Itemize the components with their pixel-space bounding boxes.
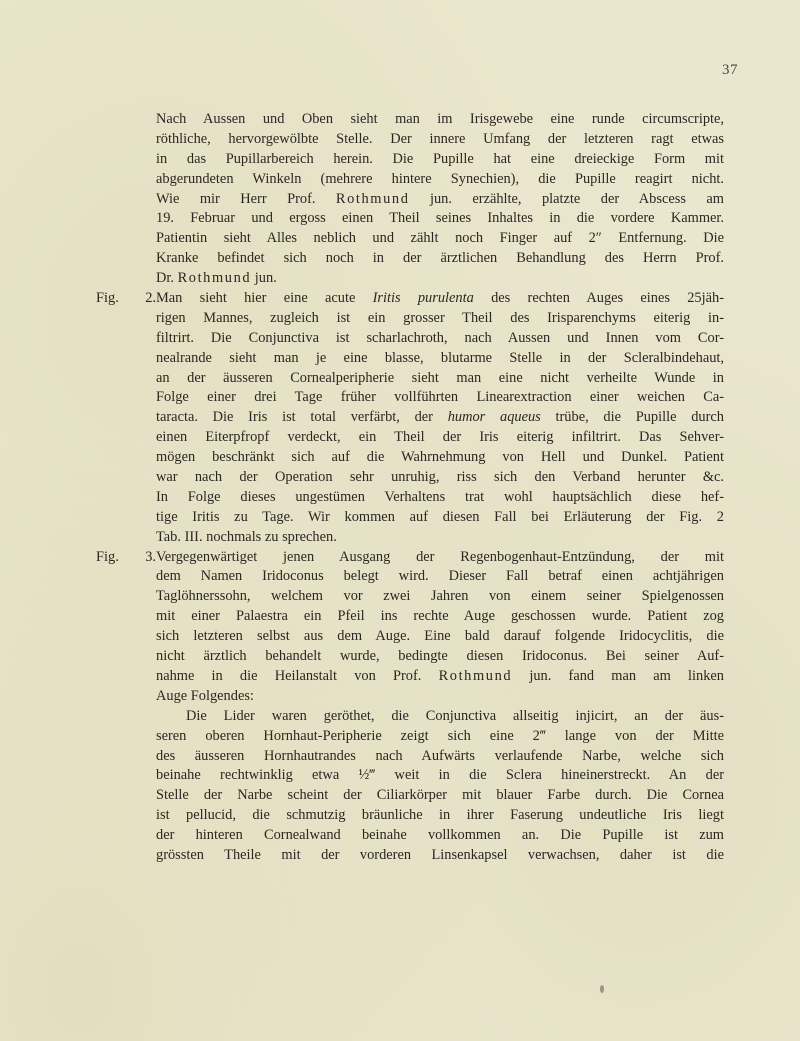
text-segment: rigen Mannes, zugleich ist ein grosser Theil des Irisparenchyms eiterig in-: [156, 309, 724, 326]
text-segment: des äusseren Hornhautrandes nach Aufwärts verlaufende Narbe, welche sich: [156, 747, 724, 764]
text-segment: taracta. Die Iris ist total verfärbt, der: [156, 409, 448, 426]
text-line: [96, 428, 724, 448]
text-segment: jun. erzählte, platzte der Abscess am: [409, 190, 724, 207]
text-line: [96, 309, 724, 329]
text-line: [96, 190, 724, 210]
text-segment: in das Pupillarbereich herein. Die Pupille hat eine dreieckige Form mit: [156, 150, 724, 167]
text-line: [96, 369, 724, 389]
person-name: Rothmund: [335, 190, 410, 207]
text-line: [96, 786, 724, 806]
person-name: Rothmund: [177, 270, 252, 287]
figure-label: Fig. 2.: [96, 290, 156, 307]
text-line: [96, 488, 724, 508]
text-line: [96, 667, 724, 687]
text-line: [96, 846, 724, 866]
text-segment: grössten Theile mit der vorderen Linsenkapsel verwachsen, daher ist die: [156, 846, 724, 863]
text-segment: Wie mir Herr Prof.: [156, 190, 336, 207]
text-line: [96, 388, 724, 408]
text-segment: an der äusseren Cornealperipherie sieht man eine nicht verheilte Wunde in: [156, 369, 724, 386]
text-line: [96, 209, 724, 229]
text-line: [96, 408, 724, 428]
text-line: [96, 508, 724, 528]
text-segment: der hinteren Cornealwand beinahe vollkommen an. Die Pupille ist zum: [156, 827, 724, 844]
text-line: [96, 567, 724, 587]
paper-stain: [600, 985, 604, 993]
text-segment: nealrande sieht man je eine blasse, blutarme Stelle in der Scleralbindehaut,: [156, 349, 724, 366]
text-line: [96, 627, 724, 647]
text-line: [96, 150, 724, 170]
text-segment: röthliche, hervorgewölbte Stelle. Der innere Umfang der letzteren ragt etwas: [156, 130, 724, 147]
text-line: [96, 329, 724, 349]
text-segment: In Folge dieses ungestümen Verhaltens trat wohl hauptsächlich diese hef-: [156, 488, 724, 505]
text-segment: 19. Februar und ergoss einen Theil seines Inhaltes in die vordere Kammer.: [156, 210, 724, 227]
text-segment: abgerundeten Winkeln (mehrere hintere Synechien), die Pupille reagirt nicht.: [156, 170, 724, 187]
text-segment: dem Namen Iridoconus belegt wird. Dieser Fall betraf einen achtjährigen: [156, 568, 724, 585]
text-line: [96, 468, 724, 488]
text-segment: Tab. III. nochmals zu sprechen.: [156, 528, 337, 545]
italic-term: Iritis purulenta: [372, 290, 474, 307]
text-line: [96, 826, 724, 846]
figure-label: Fig. 3.: [96, 548, 156, 565]
text-segment: filtrirt. Die Conjunctiva ist scharlachroth, nach Aussen und Innen vom Cor-: [156, 329, 724, 346]
text-segment: mit einer Palaestra ein Pfeil ins rechte Auge geschossen wurde. Patient zog: [156, 608, 724, 625]
text-line: [96, 587, 724, 607]
text-segment: seren oberen Hornhaut-Peripherie zeigt sich eine 2‴ lange von der Mitte: [156, 727, 724, 744]
text-segment: einen Eiterpfropf verdeckt, ein Theil der Iris eiterig infiltrirt. Das Sehver-: [156, 429, 724, 446]
text-line: [96, 269, 724, 289]
text-line: [96, 766, 724, 786]
text-segment: ist pellucid, die schmutzig bräunliche in ihrer Faserung undeutliche Iris liegt: [156, 807, 724, 824]
text-segment: nicht ärztlich behandelt wurde, bedingte diesen Iridoconus. Bei seiner Auf-: [156, 648, 724, 665]
text-segment: des rechten Auges eines 25jäh-: [473, 290, 725, 307]
text-segment: Taglöhnerssohn, welchem vor zwei Jahren von einem seiner Spielgenossen: [156, 588, 724, 605]
text-segment: Patientin sieht Alles neblich und zählt noch Finger auf 2″ Entfernung. Die: [156, 230, 724, 247]
text-line: [96, 727, 724, 747]
text-segment: jun.: [251, 270, 277, 287]
text-segment: Nach Aussen und Oben sieht man im Irisgewebe eine runde circumscripte,: [156, 111, 724, 127]
italic-term: humor aqueus: [447, 409, 541, 426]
text-segment: tige Iritis zu Tage. Wir kommen auf diesen Fall bei Erläuterung der Fig. 2: [156, 508, 724, 525]
text-segment: Auge Folgendes:: [156, 687, 254, 704]
person-name: Rothmund: [438, 667, 513, 684]
text-segment: nahme in die Heilanstalt von Prof.: [156, 667, 439, 684]
text-segment: jun. fand man am linken: [512, 667, 725, 684]
text-segment: Dr.: [156, 270, 178, 287]
text-segment: Kranke befindet sich noch in der ärztlichen Behandlung des Herrn Prof.: [156, 250, 724, 267]
body-text: [96, 110, 724, 866]
text-line: [96, 170, 724, 190]
text-segment: Man sieht hier eine acute: [156, 290, 373, 307]
text-segment: sich letzteren selbst aus dem Auge. Eine bald darauf folgende Iridocyclitis, die: [156, 628, 724, 645]
text-line: [96, 229, 724, 249]
text-segment: trübe, die Pupille durch: [540, 409, 724, 426]
text-line: [96, 647, 724, 667]
text-line: [96, 448, 724, 468]
text-line: [96, 130, 724, 150]
text-line: [96, 289, 724, 309]
text-segment: Folge einer drei Tage früher vollführten Linearextraction einer weichen Ca-: [156, 389, 724, 406]
text-line: [96, 687, 724, 707]
page-number: 37: [722, 62, 738, 78]
text-line: [96, 747, 724, 767]
text-line: [96, 349, 724, 369]
text-segment: Stelle der Narbe scheint der Ciliarkörper mit blauer Farbe durch. Die Cornea: [156, 787, 724, 804]
text-line: [96, 806, 724, 826]
text-line: [96, 528, 724, 548]
text-line: [96, 249, 724, 269]
text-segment: mögen beschränkt sich auf die Wahrnehmung von Hell und Dunkel. Patient: [156, 449, 724, 466]
text-segment: beinahe rechtwinklig etwa ½‴ weit in die Sclera hineinerstreckt. An der: [156, 767, 724, 784]
text-segment: Die Lider waren geröthet, die Conjunctiva allseitig injicirt, an der äus-: [186, 707, 724, 724]
text-line: [96, 110, 724, 130]
text-segment: Vergegenwärtiget jenen Ausgang der Regenbogenhaut-Entzündung, der mit: [156, 548, 724, 565]
text-line: [96, 548, 724, 568]
text-line: [96, 707, 724, 727]
text-segment: war nach der Operation sehr unruhig, riss sich den Verband herunter &c.: [156, 469, 724, 486]
text-line: [96, 607, 724, 627]
